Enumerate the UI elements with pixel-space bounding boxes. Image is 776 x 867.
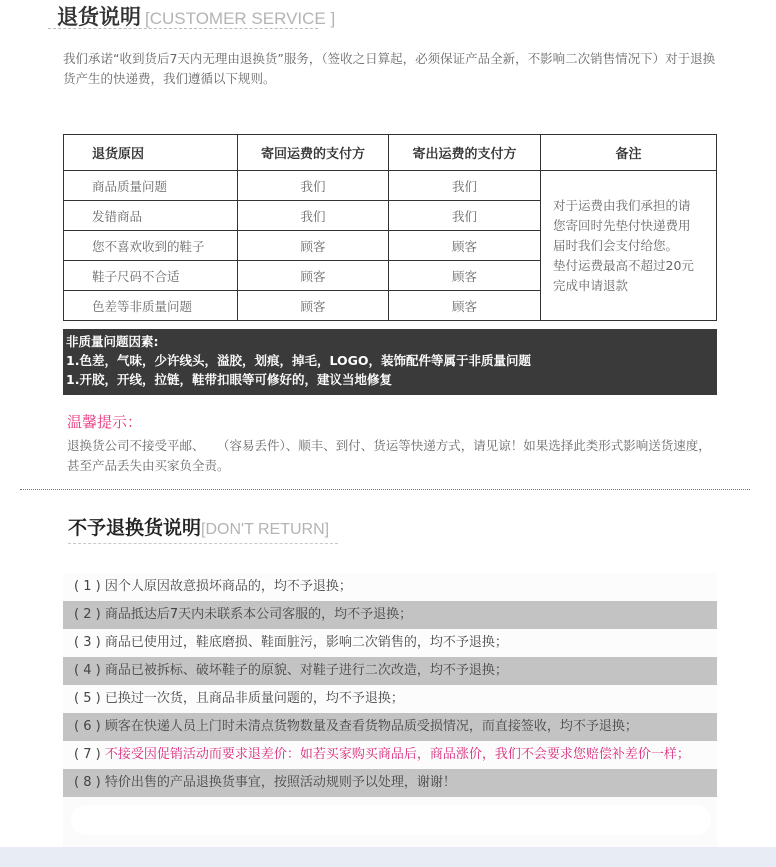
title-divider — [68, 543, 338, 544]
title-divider — [48, 28, 318, 29]
rule-text: 商品抵达后7天内未联系本公司客服的，均不予退换； — [104, 607, 413, 622]
section-divider — [20, 489, 750, 490]
list-item — [63, 713, 717, 741]
note-line: 届时我们会支付给您。 — [553, 237, 679, 253]
table-header-row — [64, 135, 717, 171]
decorative-pill — [71, 805, 711, 835]
list-item — [63, 741, 717, 769]
no-return-title — [68, 513, 329, 540]
rule-text: 特价出售的产品退换货事宜，按照活动规则予以处理，谢谢！ — [104, 775, 456, 790]
no-return-title-cn: 不予退换货说明 — [68, 517, 202, 539]
cell-reason: 色差等非质量问题 — [64, 291, 238, 321]
list-item — [63, 573, 717, 601]
no-return-title-en: [DON'T RETURN] — [201, 521, 330, 538]
cell-return-payer: 顾客 — [238, 261, 389, 291]
cell-send-payer: 我们 — [389, 171, 541, 201]
header-return-payer: 寄回运费的支付方 — [238, 135, 389, 171]
shipping-fee-table — [63, 134, 717, 321]
note-line: 完成申请退款 — [553, 277, 629, 293]
cell-reason: 商品质量问题 — [64, 171, 238, 201]
rule-number: ( 7 ) — [74, 747, 105, 762]
list-item — [63, 657, 717, 685]
cell-send-payer: 顾客 — [389, 291, 541, 321]
non-quality-line: 1.色差，气味，少许线头，溢胶，划痕，掉毛，LOGO，装饰配件等属于非质量问题 — [66, 353, 531, 368]
non-quality-title: 非质量问题因素: — [66, 334, 159, 349]
rule-text: 商品已被拆标、破坏鞋子的原貌、对鞋子进行二次改造，均不予退换； — [104, 663, 508, 678]
rule-number: ( 4 ) — [74, 663, 105, 678]
cell-reason: 您不喜欢收到的鞋子 — [64, 231, 238, 261]
no-return-rules-list — [63, 573, 717, 797]
cell-note — [541, 171, 717, 321]
rule-number: ( 1 ) — [74, 579, 105, 594]
note-line: 对于运费由我们承担的请 — [553, 197, 691, 213]
cell-return-payer: 顾客 — [238, 231, 389, 261]
rule-number: ( 6 ) — [74, 719, 105, 734]
cell-reason: 发错商品 — [64, 201, 238, 231]
rule-text: 顾客在快递人员上门时未清点货物数量及查看货物品质受损情况，而直接签收，均不予退换； — [104, 719, 638, 734]
list-item — [63, 601, 717, 629]
rule-text: 不接受因促销活动而要求退差价：如若买家购买商品后，商品涨价，我们不会要求您赔偿补差价一样； — [104, 747, 690, 762]
intro-paragraph: 我们承诺“收到货后7天内无理由退换货”服务，（签收之日算起，必须保证产品全新，不影响二次销售情况下）对于退换货产生的快递费，我们遵循以下规则。 — [63, 51, 716, 86]
table-row — [64, 171, 717, 201]
non-quality-factors-box — [63, 329, 717, 395]
return-policy-title — [57, 1, 335, 31]
header-send-payer: 寄出运费的支付方 — [389, 135, 541, 171]
cell-return-payer: 顾客 — [238, 291, 389, 321]
list-item — [63, 685, 717, 713]
return-policy-title-en: [CUSTOMER SERVICE ] — [145, 9, 336, 28]
non-quality-line: 1.开胶，开线，拉链，鞋带扣眼等可修好的，建议当地修复 — [66, 372, 392, 387]
rule-text: 已换过一次货，且商品非质量问题的，均不予退换； — [104, 691, 404, 706]
rules-footer-panel — [63, 797, 717, 847]
rule-number: ( 2 ) — [74, 607, 105, 622]
rule-number: ( 5 ) — [74, 691, 105, 706]
cell-send-payer: 我们 — [389, 201, 541, 231]
note-line: 您寄回时先垫付快递费用 — [553, 217, 691, 233]
tips-title: 温馨提示： — [67, 413, 143, 431]
list-item — [63, 629, 717, 657]
footer-band — [0, 847, 776, 867]
rule-text: 因个人原因故意损坏商品的，均不予退换； — [104, 579, 352, 594]
rule-number: ( 8 ) — [74, 775, 105, 790]
rule-number: ( 3 ) — [74, 635, 105, 650]
tips-body: 退换货公司不接受平邮、 （容易丢件）、顺丰、到付、货运等快递方式，请见谅！如果选择此类形式影响送货速度，甚至产品丢失由买家负全责。 — [67, 438, 711, 473]
return-policy-title-cn: 退货说明 — [57, 5, 141, 29]
note-line: 垫付运费最高不超过20元 — [553, 257, 694, 273]
rule-text: 商品已使用过，鞋底磨损、鞋面脏污，影响二次销售的，均不予退换； — [104, 635, 508, 650]
header-note: 备注 — [541, 135, 717, 171]
cell-send-payer: 顾客 — [389, 231, 541, 261]
header-reason: 退货原因 — [64, 135, 238, 171]
cell-return-payer: 我们 — [238, 201, 389, 231]
list-item — [63, 769, 717, 797]
cell-send-payer: 顾客 — [389, 261, 541, 291]
cell-reason: 鞋子尺码不合适 — [64, 261, 238, 291]
cell-return-payer: 我们 — [238, 171, 389, 201]
